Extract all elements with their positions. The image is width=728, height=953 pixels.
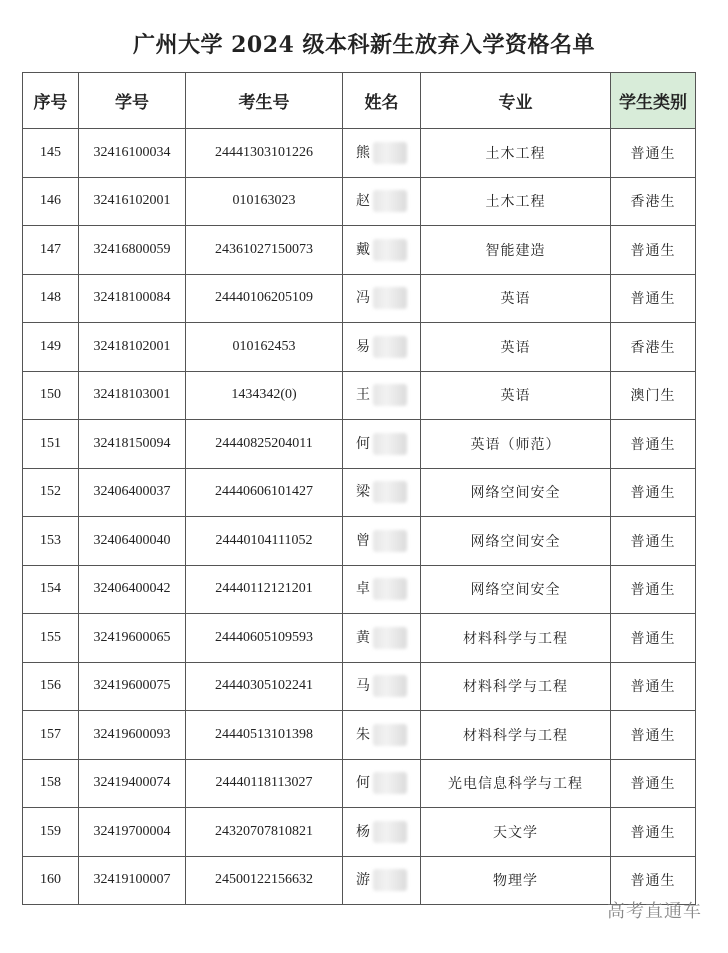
table-row xyxy=(23,274,696,323)
cell-major: 英语 xyxy=(421,323,611,372)
cell-major: 物理学 xyxy=(421,856,611,905)
cell-name xyxy=(343,129,421,178)
cell-major: 英语（师范） xyxy=(421,420,611,469)
table-row xyxy=(23,323,696,372)
cell-seq: 146 xyxy=(23,177,79,226)
cell-exam-id: 1434342(0) xyxy=(186,371,343,420)
name-surname: 曾 xyxy=(356,532,371,549)
cell-student-id: 32419600075 xyxy=(79,662,186,711)
name-surname: 杨 xyxy=(356,823,371,840)
cell-major: 英语 xyxy=(421,274,611,323)
table-row xyxy=(23,468,696,517)
name-surname: 冯 xyxy=(356,290,371,307)
cell-category: 普通生 xyxy=(611,565,696,614)
table-row xyxy=(23,129,696,178)
cell-category: 普通生 xyxy=(611,517,696,566)
name-surname: 梁 xyxy=(356,484,371,501)
name-redaction-blur xyxy=(373,724,407,746)
cell-student-id: 32406400040 xyxy=(79,517,186,566)
cell-exam-id: 24440118113027 xyxy=(186,759,343,808)
cell-student-id: 32406400042 xyxy=(79,565,186,614)
cell-category: 普通生 xyxy=(611,711,696,760)
name-surname: 卓 xyxy=(356,581,371,598)
cell-student-id: 32416800059 xyxy=(79,226,186,275)
cell-student-id: 32418103001 xyxy=(79,371,186,420)
cell-major: 智能建造 xyxy=(421,226,611,275)
cell-seq: 159 xyxy=(23,808,79,857)
cell-student-id: 32419700004 xyxy=(79,808,186,857)
table-row xyxy=(23,371,696,420)
cell-seq: 156 xyxy=(23,662,79,711)
name-surname: 游 xyxy=(356,872,371,889)
cell-student-id: 32419400074 xyxy=(79,759,186,808)
table-row xyxy=(23,711,696,760)
name-redaction-blur xyxy=(373,239,407,261)
cell-major: 材料科学与工程 xyxy=(421,662,611,711)
cell-name xyxy=(343,614,421,663)
roster-table xyxy=(22,72,696,905)
name-redaction-blur xyxy=(373,481,407,503)
cell-name xyxy=(343,808,421,857)
cell-major: 土木工程 xyxy=(421,129,611,178)
cell-seq: 148 xyxy=(23,274,79,323)
cell-category: 香港生 xyxy=(611,177,696,226)
table-header-row xyxy=(23,73,696,129)
name-surname: 熊 xyxy=(356,144,371,161)
cell-name xyxy=(343,371,421,420)
name-redaction-blur xyxy=(373,336,407,358)
cell-seq: 154 xyxy=(23,565,79,614)
cell-seq: 147 xyxy=(23,226,79,275)
cell-exam-id: 24500122156632 xyxy=(186,856,343,905)
cell-name xyxy=(343,323,421,372)
name-surname: 戴 xyxy=(356,241,371,258)
cell-exam-id: 010162453 xyxy=(186,323,343,372)
cell-seq: 160 xyxy=(23,856,79,905)
cell-student-id: 32418150094 xyxy=(79,420,186,469)
cell-student-id: 32416100034 xyxy=(79,129,186,178)
cell-exam-id: 24440106205109 xyxy=(186,274,343,323)
table-row xyxy=(23,177,696,226)
table-row xyxy=(23,614,696,663)
cell-exam-id: 24361027150073 xyxy=(186,226,343,275)
cell-category: 普通生 xyxy=(611,129,696,178)
cell-name xyxy=(343,177,421,226)
cell-name xyxy=(343,662,421,711)
cell-category: 澳门生 xyxy=(611,371,696,420)
cell-major: 网络空间安全 xyxy=(421,565,611,614)
name-surname: 马 xyxy=(356,678,371,695)
name-redaction-blur xyxy=(373,578,407,600)
name-redaction-blur xyxy=(373,287,407,309)
cell-category: 普通生 xyxy=(611,226,696,275)
cell-category: 普通生 xyxy=(611,614,696,663)
cell-exam-id: 24440606101427 xyxy=(186,468,343,517)
name-surname: 何 xyxy=(356,435,371,452)
cell-major: 天文学 xyxy=(421,808,611,857)
cell-student-id: 32419100007 xyxy=(79,856,186,905)
cell-student-id: 32419600065 xyxy=(79,614,186,663)
table-row xyxy=(23,226,696,275)
cell-name xyxy=(343,856,421,905)
cell-name xyxy=(343,565,421,614)
cell-student-id: 32406400037 xyxy=(79,468,186,517)
name-surname: 朱 xyxy=(356,726,371,743)
cell-major: 材料科学与工程 xyxy=(421,711,611,760)
watermark: 高考直通车 xyxy=(607,901,702,922)
cell-seq: 155 xyxy=(23,614,79,663)
table-row xyxy=(23,420,696,469)
page-title: 广州大学 2024 级本科新生放弃入学资格名单 xyxy=(132,32,596,58)
cell-exam-id: 24440305102241 xyxy=(186,662,343,711)
header-major: 专业 xyxy=(421,73,611,129)
header-name: 姓名 xyxy=(343,73,421,129)
cell-major: 英语 xyxy=(421,371,611,420)
cell-major: 土木工程 xyxy=(421,177,611,226)
header-student-id: 学号 xyxy=(79,73,186,129)
cell-major: 网络空间安全 xyxy=(421,517,611,566)
cell-category: 普通生 xyxy=(611,420,696,469)
name-surname: 何 xyxy=(356,775,371,792)
cell-name xyxy=(343,420,421,469)
cell-category: 普通生 xyxy=(611,274,696,323)
cell-seq: 153 xyxy=(23,517,79,566)
name-redaction-blur xyxy=(373,384,407,406)
cell-seq: 152 xyxy=(23,468,79,517)
cell-exam-id: 24440104111052 xyxy=(186,517,343,566)
cell-student-id: 32419600093 xyxy=(79,711,186,760)
cell-category: 普通生 xyxy=(611,808,696,857)
cell-name xyxy=(343,274,421,323)
name-redaction-blur xyxy=(373,627,407,649)
name-redaction-blur xyxy=(373,530,407,552)
cell-name xyxy=(343,711,421,760)
cell-major: 网络空间安全 xyxy=(421,468,611,517)
cell-name xyxy=(343,468,421,517)
table-row xyxy=(23,759,696,808)
cell-exam-id: 24441303101226 xyxy=(186,129,343,178)
cell-major: 材料科学与工程 xyxy=(421,614,611,663)
cell-category: 普通生 xyxy=(611,468,696,517)
cell-major: 光电信息科学与工程 xyxy=(421,759,611,808)
name-redaction-blur xyxy=(373,675,407,697)
cell-category: 普通生 xyxy=(611,759,696,808)
name-redaction-blur xyxy=(373,433,407,455)
cell-name xyxy=(343,226,421,275)
cell-exam-id: 24320707810821 xyxy=(186,808,343,857)
cell-student-id: 32418102001 xyxy=(79,323,186,372)
cell-name xyxy=(343,759,421,808)
name-redaction-blur xyxy=(373,772,407,794)
name-redaction-blur xyxy=(373,142,407,164)
cell-exam-id: 24440825204011 xyxy=(186,420,343,469)
name-redaction-blur xyxy=(373,190,407,212)
cell-student-id: 32416102001 xyxy=(79,177,186,226)
name-surname: 黄 xyxy=(356,629,371,646)
table-row xyxy=(23,856,696,905)
cell-category: 普通生 xyxy=(611,662,696,711)
table-row xyxy=(23,808,696,857)
name-surname: 王 xyxy=(356,387,371,404)
header-category: 学生类别 xyxy=(611,73,696,129)
cell-seq: 145 xyxy=(23,129,79,178)
cell-exam-id: 24440605109593 xyxy=(186,614,343,663)
name-surname: 易 xyxy=(356,338,371,355)
cell-exam-id: 24440112121201 xyxy=(186,565,343,614)
cell-seq: 150 xyxy=(23,371,79,420)
table-row xyxy=(23,662,696,711)
table-row xyxy=(23,517,696,566)
name-redaction-blur xyxy=(373,869,407,891)
cell-category: 香港生 xyxy=(611,323,696,372)
cell-seq: 158 xyxy=(23,759,79,808)
cell-seq: 157 xyxy=(23,711,79,760)
header-exam-id: 考生号 xyxy=(186,73,343,129)
cell-name xyxy=(343,517,421,566)
cell-category: 普通生 xyxy=(611,856,696,905)
cell-seq: 149 xyxy=(23,323,79,372)
cell-student-id: 32418100084 xyxy=(79,274,186,323)
cell-exam-id: 24440513101398 xyxy=(186,711,343,760)
table-body xyxy=(23,129,696,905)
name-surname: 赵 xyxy=(356,193,371,210)
name-redaction-blur xyxy=(373,821,407,843)
header-seq: 序号 xyxy=(23,73,79,129)
cell-seq: 151 xyxy=(23,420,79,469)
cell-exam-id: 010163023 xyxy=(186,177,343,226)
table-row xyxy=(23,565,696,614)
